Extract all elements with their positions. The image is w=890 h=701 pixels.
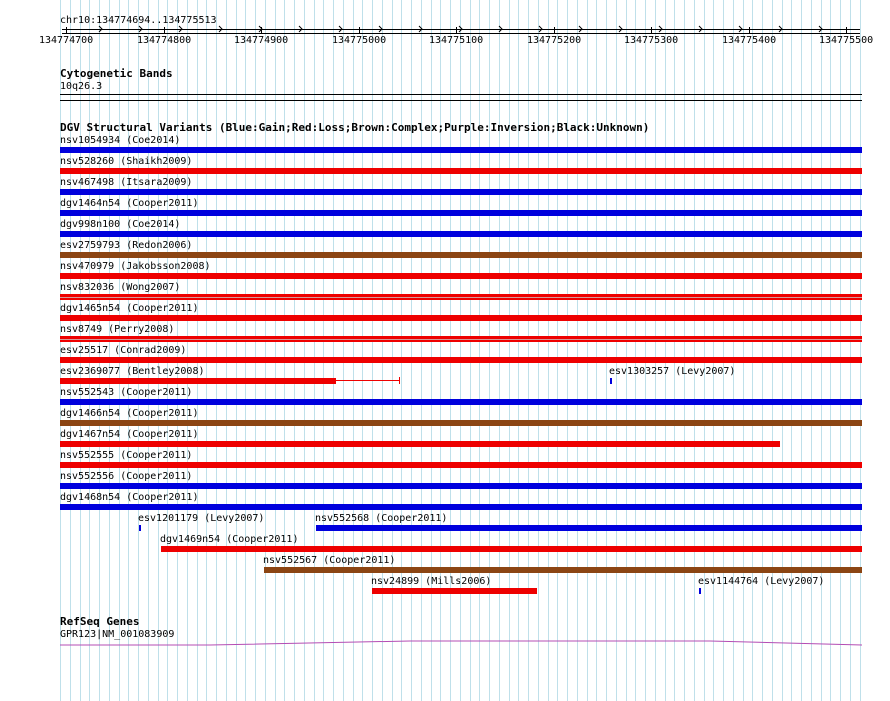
variant-label[interactable]: nsv552555 (Cooper2011) (60, 450, 193, 461)
grid-line (548, 0, 549, 701)
grid-line (479, 0, 480, 701)
variant-bar[interactable] (60, 147, 862, 153)
grid-line (460, 0, 461, 701)
grid-line (499, 0, 500, 701)
variant-label[interactable]: dgv1466n54 (Cooper2011) (60, 408, 199, 419)
variant-bar[interactable] (60, 210, 862, 216)
cytoband-label: 10q26.3 (60, 81, 103, 92)
ruler-tick-label: 134775300 (624, 35, 679, 46)
variant-bar[interactable] (60, 504, 862, 510)
grid-line (694, 0, 695, 701)
grid-line (723, 0, 724, 701)
grid-line (314, 0, 315, 701)
cytoband-bottom-line (60, 100, 862, 101)
grid-line (382, 0, 383, 701)
grid-line (245, 0, 246, 701)
arrowhead (179, 26, 182, 32)
arrowhead (419, 26, 422, 32)
arrowhead (339, 26, 342, 32)
arrowhead (819, 26, 822, 32)
grid-line (791, 0, 792, 701)
variant-bar[interactable] (161, 546, 862, 552)
arrowhead (779, 26, 782, 32)
variant-label[interactable]: nsv470979 (Jakobsson2008) (60, 261, 211, 272)
variant-label[interactable]: nsv552556 (Cooper2011) (60, 471, 193, 482)
variant-bar[interactable] (372, 588, 537, 594)
arrowhead (619, 26, 622, 32)
variant-label[interactable]: nsv24899 (Mills2006) (371, 576, 492, 587)
arrowhead (139, 26, 142, 32)
variant-bar[interactable] (60, 315, 862, 321)
variant-label[interactable]: dgv1468n54 (Cooper2011) (60, 492, 199, 503)
variant-bar[interactable] (60, 378, 336, 384)
variant-label[interactable]: nsv552543 (Cooper2011) (60, 387, 193, 398)
variant-label[interactable]: nsv1054934 (Coe2014) (60, 135, 181, 146)
variant-bar[interactable] (60, 189, 862, 195)
grid-line (752, 0, 753, 701)
arrowhead (219, 26, 222, 32)
variant-label[interactable]: dgv1465n54 (Cooper2011) (60, 303, 199, 314)
row-separator (60, 339, 862, 340)
ruler-tick-label: 134774900 (234, 35, 289, 46)
grid-line (450, 0, 451, 701)
grid-line (713, 0, 714, 701)
arrowhead (539, 26, 542, 32)
grid-line (616, 0, 617, 701)
grid-line (197, 0, 198, 701)
variant-extension-line (336, 380, 400, 381)
ruler-tick (846, 27, 847, 34)
grid-line (704, 0, 705, 701)
cytoband-track-title[interactable]: Cytogenetic Bands (60, 67, 173, 80)
grid-line (801, 0, 802, 701)
grid-line (674, 0, 675, 701)
variant-bar[interactable] (60, 252, 862, 258)
dgv-track-title[interactable]: DGV Structural Variants (Blue:Gain;Red:Loss;Brown:Complex;Purple:Inversion;Black:Unknown) (60, 121, 650, 134)
gene-line (60, 641, 862, 645)
grid-line (440, 0, 441, 701)
grid-line (840, 0, 841, 701)
grid-line (401, 0, 402, 701)
cytoband-top-line (60, 94, 862, 95)
grid-line (860, 0, 861, 701)
variant-label[interactable]: nsv467498 (Itsara2009) (60, 177, 193, 188)
grid-line (333, 0, 334, 701)
grid-line (304, 0, 305, 701)
variant-bar[interactable] (60, 357, 862, 363)
grid-line (577, 0, 578, 701)
grid-line (470, 0, 471, 701)
grid-line (216, 0, 217, 701)
variant-label[interactable]: esv1144764 (Levy2007) (698, 576, 825, 587)
grid-line (567, 0, 568, 701)
arrowhead (459, 26, 462, 32)
arrowhead (579, 26, 582, 32)
arrowhead (379, 26, 382, 32)
variant-label[interactable]: dgv1467n54 (Cooper2011) (60, 429, 199, 440)
variant-label[interactable]: nsv552568 (Cooper2011) (315, 513, 448, 524)
gene-model[interactable] (60, 638, 862, 648)
ruler-tick (164, 27, 165, 34)
variant-label[interactable]: dgv1464n54 (Cooper2011) (60, 198, 199, 209)
grid-line (275, 0, 276, 701)
grid-line (733, 0, 734, 701)
variant-bar[interactable] (60, 462, 862, 468)
grid-line (431, 0, 432, 701)
variant-label[interactable]: esv2369077 (Bentley2008) (60, 366, 205, 377)
variant-bar[interactable] (699, 588, 701, 594)
grid-line (421, 0, 422, 701)
ruler-tick (651, 27, 652, 34)
arrowhead (699, 26, 702, 32)
grid-line (294, 0, 295, 701)
grid-line (743, 0, 744, 701)
variant-label[interactable]: esv2759793 (Redon2006) (60, 240, 193, 251)
variant-label[interactable]: dgv1469n54 (Cooper2011) (160, 534, 299, 545)
grid-line (830, 0, 831, 701)
grid-line (821, 0, 822, 701)
grid-line (684, 0, 685, 701)
grid-line (265, 0, 266, 701)
grid-line (206, 0, 207, 701)
ruler-tick-label: 134775500 (819, 35, 874, 46)
variant-bar[interactable] (60, 483, 862, 489)
variant-label[interactable]: esv1201179 (Levy2007) (138, 513, 265, 524)
variant-label[interactable]: esv25517 (Conrad2009) (60, 345, 187, 356)
variant-extension-cap (399, 377, 400, 384)
grid-line (226, 0, 227, 701)
ruler-tick-label: 134775100 (429, 35, 484, 46)
ruler-tick (66, 27, 67, 34)
gene-label[interactable]: GPR123|NM_001083909 (60, 629, 175, 640)
variant-bar[interactable] (264, 567, 862, 573)
variant-bar[interactable] (610, 378, 612, 384)
grid-line (372, 0, 373, 701)
variant-label[interactable]: nsv8749 (Perry2008) (60, 324, 175, 335)
row-separator (60, 297, 862, 298)
variant-bar[interactable] (60, 168, 862, 174)
variant-label[interactable]: nsv552567 (Cooper2011) (263, 555, 396, 566)
grid-line (518, 0, 519, 701)
ruler-tick-label: 134775000 (332, 35, 387, 46)
variant-bar[interactable] (60, 231, 862, 237)
grid-line (528, 0, 529, 701)
grid-line (353, 0, 354, 701)
grid-line (323, 0, 324, 701)
grid-line (811, 0, 812, 701)
grid-line (762, 0, 763, 701)
variant-bar[interactable] (60, 399, 862, 405)
ruler-tick (261, 27, 262, 34)
grid-line (850, 0, 851, 701)
grid-line (392, 0, 393, 701)
grid-line (284, 0, 285, 701)
grid-line (187, 0, 188, 701)
ruler-main-line (62, 33, 860, 34)
grid-line (538, 0, 539, 701)
ruler-tick (359, 27, 360, 34)
ruler-tick (749, 27, 750, 34)
variant-bar[interactable] (139, 525, 141, 531)
variant-bar[interactable] (60, 273, 862, 279)
variant-label[interactable]: dgv998n100 (Coe2014) (60, 219, 181, 230)
variant-bar[interactable] (316, 525, 862, 531)
variant-label[interactable]: esv1303257 (Levy2007) (609, 366, 736, 377)
grid-line (635, 0, 636, 701)
grid-line (343, 0, 344, 701)
arrowhead (499, 26, 502, 32)
grid-line (655, 0, 656, 701)
grid-line (557, 0, 558, 701)
grid-line (626, 0, 627, 701)
ruler-tick-label: 134774800 (137, 35, 192, 46)
arrowhead (99, 26, 102, 32)
variant-label[interactable]: nsv528260 (Shaikh2009) (60, 156, 193, 167)
ruler-tick (554, 27, 555, 34)
grid-line (509, 0, 510, 701)
grid-line (255, 0, 256, 701)
ruler-tick-label: 134774700 (39, 35, 94, 46)
grid-line (665, 0, 666, 701)
grid-line (606, 0, 607, 701)
grid-line (362, 0, 363, 701)
grid-line (772, 0, 773, 701)
grid-line (587, 0, 588, 701)
arrowhead (299, 26, 302, 32)
arrowhead (739, 26, 742, 32)
ruler-tick-label: 134775400 (722, 35, 777, 46)
grid-line (645, 0, 646, 701)
grid-line (596, 0, 597, 701)
refseq-track-title[interactable]: RefSeq Genes (60, 615, 140, 628)
ruler-tick (456, 27, 457, 34)
arrowhead (659, 26, 662, 32)
grid-line (489, 0, 490, 701)
grid-line (411, 0, 412, 701)
grid-line (236, 0, 237, 701)
ruler-tick-label: 134775200 (527, 35, 582, 46)
variant-label[interactable]: nsv832036 (Wong2007) (60, 282, 181, 293)
variant-bar[interactable] (60, 441, 780, 447)
grid-line (782, 0, 783, 701)
variant-bar[interactable] (60, 420, 862, 426)
location-label: chr10:134774694..134775513 (60, 15, 217, 26)
